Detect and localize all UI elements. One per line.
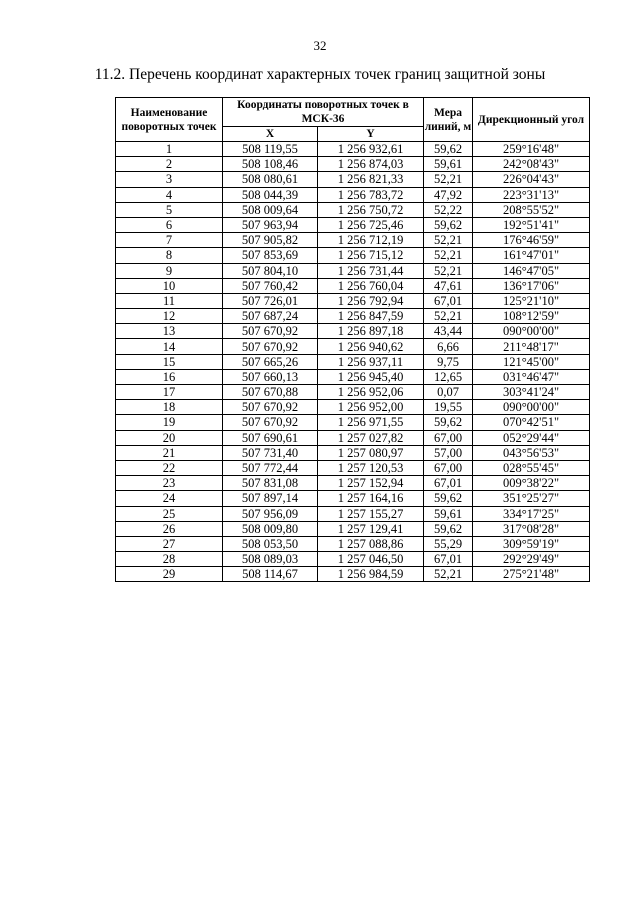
cell-y: 1 256 971,55 [318,415,424,430]
cell-angle: 031°46'47" [473,369,590,384]
cell-point-number: 1 [116,142,223,157]
table-row [116,172,590,187]
cell-length: 52,22 [424,202,473,217]
cell-point-number: 4 [116,187,223,202]
cell-x: 507 660,13 [223,369,318,384]
cell-length: 12,65 [424,369,473,384]
cell-x: 507 804,10 [223,263,318,278]
cell-y: 1 256 897,18 [318,324,424,339]
header-angle: Дирекционный угол [473,98,590,142]
table-row [116,142,590,157]
table-row [116,354,590,369]
table-row [116,278,590,293]
table-row [116,552,590,567]
cell-y: 1 257 164,16 [318,491,424,506]
cell-x: 508 009,64 [223,202,318,217]
cell-point-number: 5 [116,202,223,217]
cell-y: 1 256 821,33 [318,172,424,187]
table-row [116,567,590,582]
cell-length: 19,55 [424,400,473,415]
table-row [116,309,590,324]
cell-point-number: 23 [116,476,223,491]
cell-point-number: 11 [116,293,223,308]
cell-angle: 090°00'00" [473,400,590,415]
cell-x: 507 690,61 [223,430,318,445]
cell-length: 47,92 [424,187,473,202]
cell-x: 507 853,69 [223,248,318,263]
cell-y: 1 257 120,53 [318,460,424,475]
cell-x: 508 119,55 [223,142,318,157]
cell-x: 507 670,92 [223,400,318,415]
cell-length: 52,21 [424,233,473,248]
table-row [116,521,590,536]
cell-angle: 351°25'27" [473,491,590,506]
cell-y: 1 256 932,61 [318,142,424,157]
cell-x: 508 114,67 [223,567,318,582]
cell-length: 52,21 [424,172,473,187]
cell-angle: 125°21'10" [473,293,590,308]
cell-angle: 303°41'24" [473,385,590,400]
cell-x: 507 726,01 [223,293,318,308]
cell-y: 1 257 155,27 [318,506,424,521]
cell-y: 1 256 750,72 [318,202,424,217]
cell-length: 67,01 [424,476,473,491]
cell-point-number: 25 [116,506,223,521]
cell-angle: 009°38'22" [473,476,590,491]
table-row [116,400,590,415]
cell-angle: 146°47'05" [473,263,590,278]
cell-x: 507 956,09 [223,506,318,521]
cell-point-number: 13 [116,324,223,339]
cell-angle: 176°46'59" [473,233,590,248]
cell-angle: 028°55'45" [473,460,590,475]
cell-y: 1 256 712,19 [318,233,424,248]
table-row [116,430,590,445]
header-x: X [223,127,318,142]
cell-angle: 242°08'43" [473,157,590,172]
cell-y: 1 256 760,04 [318,278,424,293]
cell-y: 1 257 046,50 [318,552,424,567]
cell-length: 59,62 [424,217,473,232]
cell-point-number: 12 [116,309,223,324]
table-row [116,415,590,430]
cell-length: 43,44 [424,324,473,339]
cell-angle: 052°29'44" [473,430,590,445]
cell-length: 52,21 [424,248,473,263]
cell-angle: 226°04'43" [473,172,590,187]
cell-length: 67,01 [424,293,473,308]
cell-point-number: 7 [116,233,223,248]
table-row [116,263,590,278]
cell-y: 1 257 027,82 [318,430,424,445]
table-row [116,248,590,263]
cell-x: 507 905,82 [223,233,318,248]
cell-length: 9,75 [424,354,473,369]
cell-angle: 223°31'13" [473,187,590,202]
cell-y: 1 256 792,94 [318,293,424,308]
cell-angle: 292°29'49" [473,552,590,567]
table-row [116,506,590,521]
cell-y: 1 256 940,62 [318,339,424,354]
table-row [116,339,590,354]
cell-x: 507 670,92 [223,324,318,339]
cell-length: 52,21 [424,263,473,278]
cell-x: 507 670,92 [223,415,318,430]
cell-point-number: 19 [116,415,223,430]
cell-y: 1 256 937,11 [318,354,424,369]
header-point-name: Наименование поворотных точек [116,98,223,142]
coordinates-table [115,97,590,582]
cell-y: 1 256 783,72 [318,187,424,202]
cell-point-number: 9 [116,263,223,278]
table-row [116,369,590,384]
cell-y: 1 256 984,59 [318,567,424,582]
cell-point-number: 14 [116,339,223,354]
table-row [116,460,590,475]
cell-length: 0,07 [424,385,473,400]
table-row [116,157,590,172]
table-row [116,293,590,308]
cell-angle: 121°45'00" [473,354,590,369]
cell-length: 52,21 [424,567,473,582]
cell-x: 507 670,88 [223,385,318,400]
cell-x: 507 731,40 [223,445,318,460]
cell-length: 59,62 [424,142,473,157]
cell-point-number: 10 [116,278,223,293]
cell-angle: 136°17'06" [473,278,590,293]
cell-point-number: 3 [116,172,223,187]
cell-x: 507 687,24 [223,309,318,324]
cell-angle: 161°47'01" [473,248,590,263]
table-row [116,491,590,506]
cell-angle: 208°55'52" [473,202,590,217]
cell-length: 59,62 [424,491,473,506]
cell-angle: 211°48'17" [473,339,590,354]
cell-point-number: 20 [116,430,223,445]
table-body [116,142,590,582]
cell-point-number: 29 [116,567,223,582]
cell-x: 507 963,94 [223,217,318,232]
cell-x: 507 772,44 [223,460,318,475]
cell-angle: 309°59'19" [473,536,590,551]
cell-length: 67,00 [424,430,473,445]
cell-y: 1 257 152,94 [318,476,424,491]
cell-length: 6,66 [424,339,473,354]
table-row [116,187,590,202]
cell-point-number: 2 [116,157,223,172]
cell-y: 1 256 731,44 [318,263,424,278]
cell-point-number: 28 [116,552,223,567]
table-row [116,324,590,339]
cell-length: 59,62 [424,415,473,430]
cell-y: 1 257 080,97 [318,445,424,460]
cell-x: 508 044,39 [223,187,318,202]
cell-y: 1 256 725,46 [318,217,424,232]
cell-y: 1 257 088,86 [318,536,424,551]
cell-y: 1 257 129,41 [318,521,424,536]
page-number: 32 [313,38,327,53]
cell-point-number: 24 [116,491,223,506]
cell-angle: 317°08'28" [473,521,590,536]
cell-length: 52,21 [424,309,473,324]
cell-angle: 259°16'48" [473,142,590,157]
cell-point-number: 27 [116,536,223,551]
table-row [116,217,590,232]
cell-x: 507 760,42 [223,278,318,293]
cell-x: 507 665,26 [223,354,318,369]
cell-y: 1 256 874,03 [318,157,424,172]
cell-y: 1 256 945,40 [318,369,424,384]
cell-length: 55,29 [424,536,473,551]
cell-angle: 043°56'53" [473,445,590,460]
header-coordinates: Координаты поворотных точек в МСК-36 [223,98,424,127]
cell-point-number: 26 [116,521,223,536]
cell-point-number: 16 [116,369,223,384]
cell-angle: 070°42'51" [473,415,590,430]
cell-length: 59,62 [424,521,473,536]
cell-x: 508 089,03 [223,552,318,567]
cell-point-number: 6 [116,217,223,232]
cell-y: 1 256 952,06 [318,385,424,400]
cell-x: 508 080,61 [223,172,318,187]
cell-length: 57,00 [424,445,473,460]
cell-angle: 275°21'48" [473,567,590,582]
cell-y: 1 256 952,00 [318,400,424,415]
cell-x: 507 831,08 [223,476,318,491]
cell-point-number: 21 [116,445,223,460]
cell-x: 508 009,80 [223,521,318,536]
section-title: 11.2. Перечень координат характерных точек границ защитной зоны [94,66,546,83]
cell-length: 47,61 [424,278,473,293]
cell-x: 508 108,46 [223,157,318,172]
table-row [116,445,590,460]
cell-angle: 334°17'25" [473,506,590,521]
cell-x: 507 670,92 [223,339,318,354]
cell-length: 59,61 [424,506,473,521]
cell-angle: 108°12'59" [473,309,590,324]
cell-point-number: 8 [116,248,223,263]
cell-x: 508 053,50 [223,536,318,551]
cell-x: 507 897,14 [223,491,318,506]
cell-y: 1 256 715,12 [318,248,424,263]
table-row [116,233,590,248]
cell-y: 1 256 847,59 [318,309,424,324]
cell-point-number: 22 [116,460,223,475]
cell-length: 67,01 [424,552,473,567]
table-row [116,202,590,217]
table-row [116,385,590,400]
header-length: Мера линий, м [424,98,473,142]
table-row [116,476,590,491]
table-row [116,536,590,551]
cell-point-number: 18 [116,400,223,415]
cell-point-number: 17 [116,385,223,400]
cell-length: 59,61 [424,157,473,172]
cell-angle: 090°00'00" [473,324,590,339]
cell-angle: 192°51'41" [473,217,590,232]
cell-length: 67,00 [424,460,473,475]
header-y: Y [318,127,424,142]
cell-point-number: 15 [116,354,223,369]
